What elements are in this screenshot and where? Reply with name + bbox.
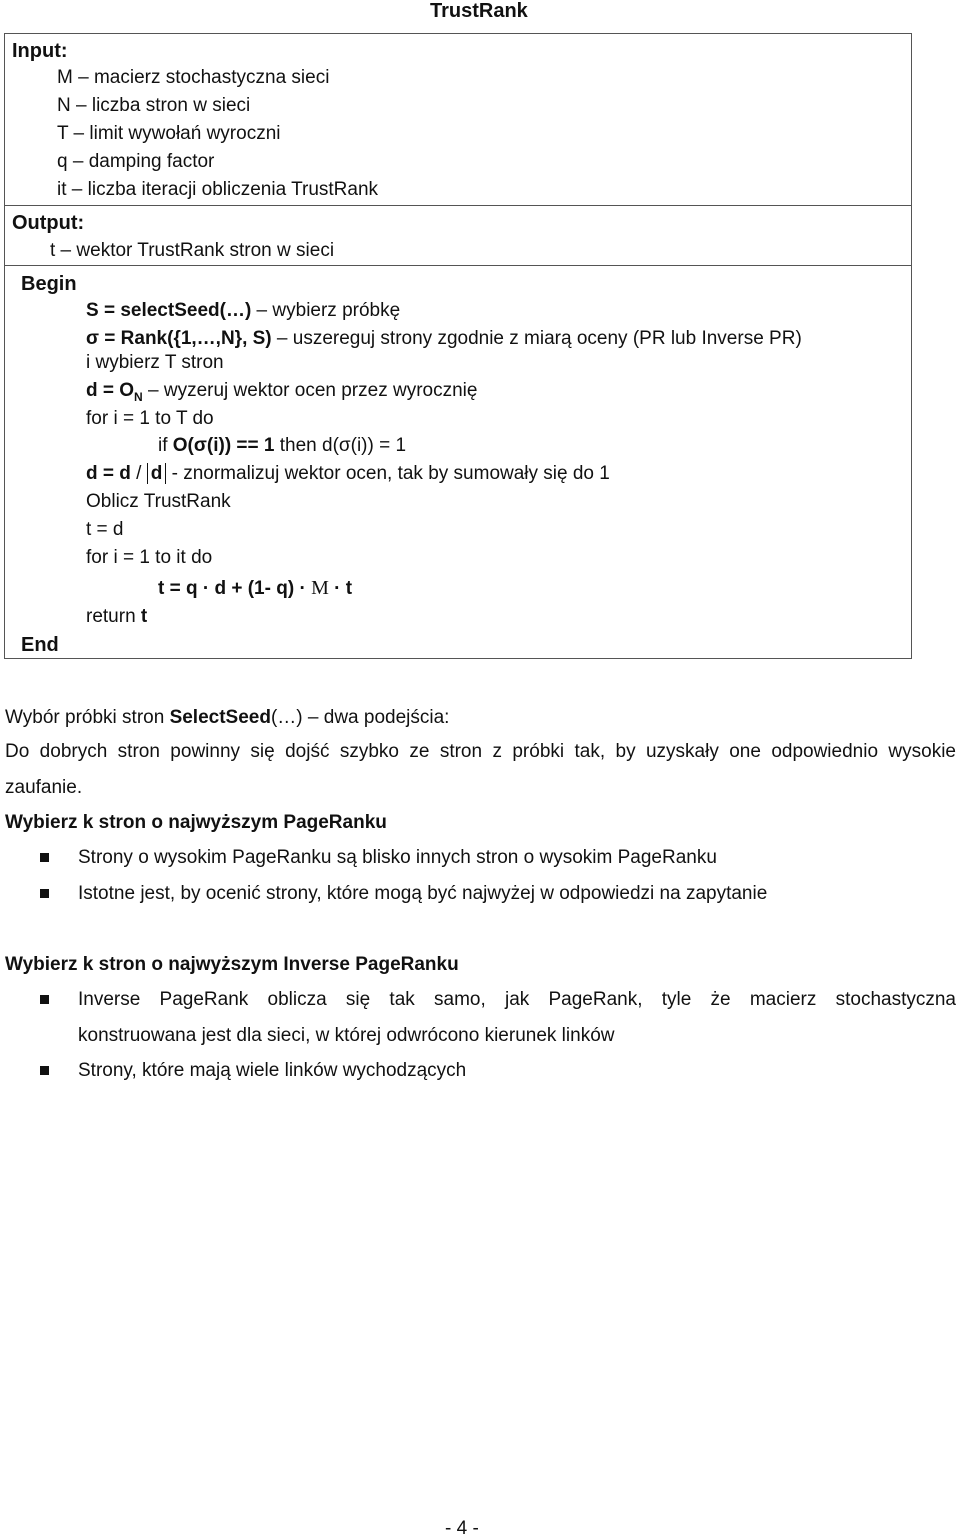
square-bullet-icon (40, 995, 49, 1004)
paragraph-line: Do dobrych stron powinny się dojść szybko ze stron z próbki tak, by uzyskały one odpowiednio wysokie (5, 741, 956, 762)
step-code: · t (328, 578, 353, 599)
step-text: / (130, 463, 147, 484)
matrix-m: M (311, 577, 329, 599)
step-for-oracle: for i = 1 to T do (86, 408, 214, 429)
step-text: – wybierz próbkę (251, 300, 401, 321)
step-code: S = selectSeed(…) (86, 300, 252, 321)
step-normalize (86, 463, 610, 485)
step-rank-continued: i wybierz T stron (86, 352, 224, 373)
step-zero-vector (86, 380, 477, 408)
heading-pagerank: Wybierz k stron o najwyższym PageRanku (5, 812, 387, 833)
step-text: if (158, 435, 173, 456)
heading-inverse-pagerank: Wybierz k stron o najwyższym Inverse PageRanku (5, 954, 459, 975)
step-code: t (140, 606, 148, 627)
list-item: Strony o wysokim PageRanku są blisko innych stron o wysokim PageRanku (78, 847, 717, 868)
input-item: it – liczba iteracji obliczenia TrustRank (57, 179, 379, 200)
text: (…) – dwa podejścia: (270, 707, 450, 728)
step-compute-label: Oblicz TrustRank (86, 491, 231, 512)
step-for-iterations: for i = 1 to it do (86, 547, 213, 568)
input-item: N – liczba stron w sieci (57, 95, 251, 116)
step-if-oracle (158, 435, 406, 457)
list-item: Strony, które mają wiele linków wychodzących (78, 1060, 467, 1081)
paragraph-line: zaufanie. (5, 777, 83, 798)
square-bullet-icon (40, 1066, 49, 1075)
step-select-seed (86, 300, 400, 322)
step-code: d = O (86, 380, 135, 401)
step-return (86, 606, 147, 628)
input-label: Input: (12, 40, 68, 62)
box-divider-input-output (4, 205, 912, 206)
step-text: – uszereguj strony zgodnie z miarą oceny (PR lub Inverse PR) (271, 328, 802, 349)
begin-keyword: Begin (21, 273, 77, 295)
square-bullet-icon (40, 889, 49, 898)
step-text: then d(σ(i)) = 1 (274, 435, 407, 456)
input-item: q – damping factor (57, 151, 215, 172)
step-text: – wyzeruj wektor ocen przez wyrocznię (142, 380, 478, 401)
step-text: - znormalizuj wektor ocen, tak by sumowały się do 1 (166, 463, 610, 484)
box-divider-output-begin (4, 265, 912, 266)
subscript-n: N (134, 389, 143, 404)
step-code: d = d (86, 463, 131, 484)
square-bullet-icon (40, 853, 49, 862)
code-select-seed: SelectSeed (169, 707, 271, 728)
input-item: T – limit wywołań wyroczni (57, 123, 281, 144)
list-item-continued: konstruowana jest dla sieci, w której odwrócono kierunek linków (78, 1025, 615, 1046)
norm-d: d (147, 463, 167, 484)
input-item: M – macierz stochastyczna sieci (57, 67, 330, 88)
step-update-t (158, 577, 352, 600)
output-label: Output: (12, 212, 85, 234)
output-item: t – wektor TrustRank stron w sieci (50, 240, 335, 261)
step-code: O(σ(i)) == 1 (172, 435, 275, 456)
page-title: TrustRank (430, 0, 528, 22)
end-keyword: End (21, 634, 59, 656)
page-number: - 4 - (445, 1518, 479, 1539)
step-init-t: t = d (86, 519, 124, 540)
step-code: t = q · d + (1- q) · (158, 578, 312, 599)
step-text: return (86, 606, 141, 627)
list-item: Istotne jest, by ocenić strony, które mogą być najwyżej w odpowiedzi na zapytanie (78, 883, 768, 904)
step-rank (86, 328, 802, 350)
list-item: Inverse PageRank oblicza się tak samo, jak PageRank, tyle że macierz stochastyczna (78, 989, 956, 1010)
text: Wybór próbki stron (5, 707, 170, 728)
paragraph-select-seed (5, 707, 449, 729)
step-code: σ = Rank({1,…,N}, S) (86, 328, 272, 349)
